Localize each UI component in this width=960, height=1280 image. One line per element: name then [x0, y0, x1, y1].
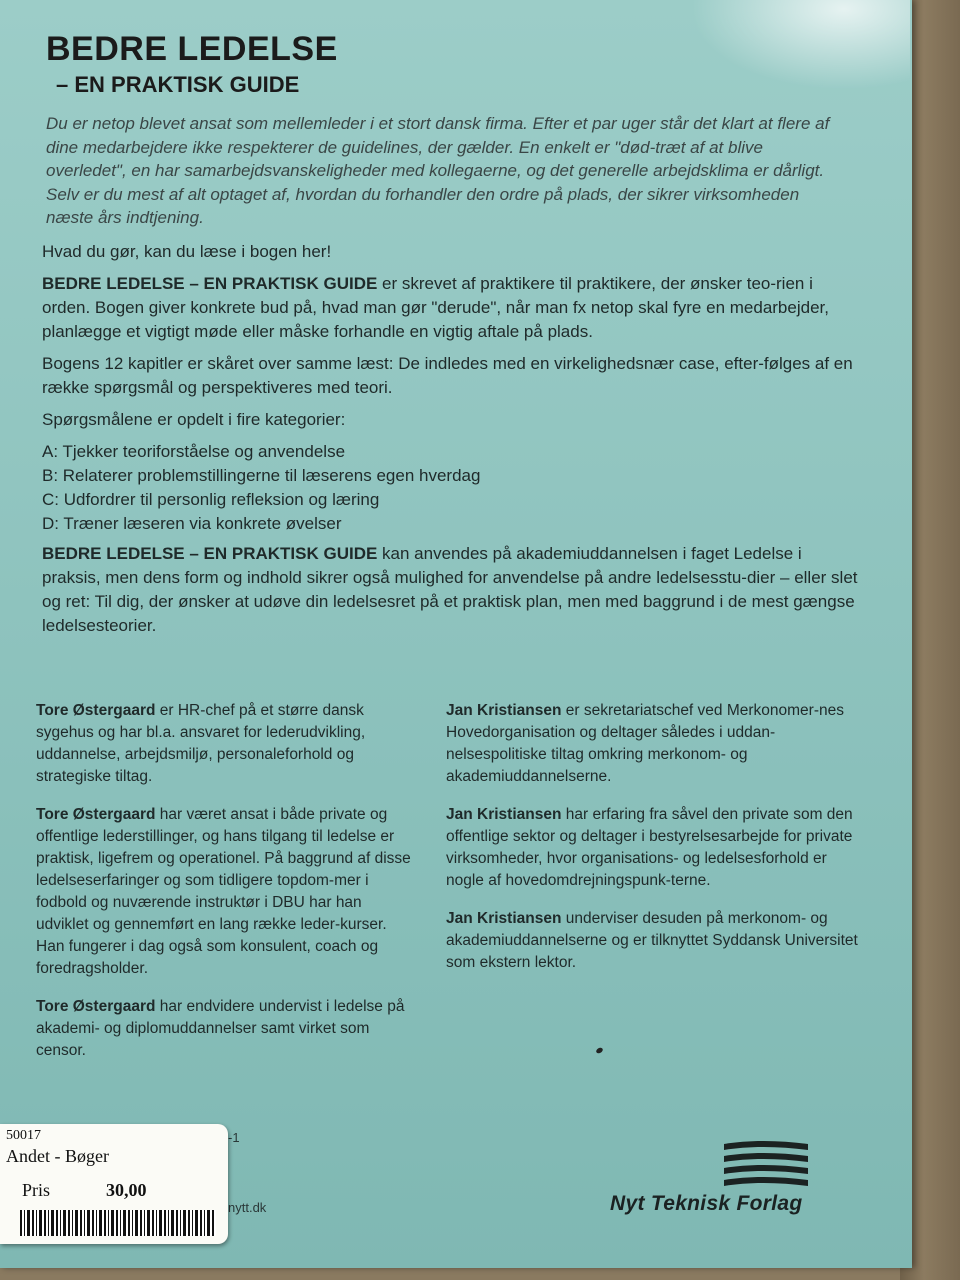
author-name: Tore Østergaard: [36, 998, 156, 1015]
bio-paragraph: [36, 804, 416, 980]
sticker-category: Andet - Bøger: [6, 1146, 109, 1166]
bio-paragraph: [446, 804, 866, 892]
publisher-name: Nyt Teknisk Forlag: [610, 1192, 803, 1215]
author-name: Jan Kristiansen: [446, 806, 562, 823]
description-paragraph-1: [42, 272, 862, 344]
barcode: [20, 1210, 216, 1236]
bio-text: har været ansat i både private og offentlige lederstillinger, og hans tilgang til ledelse er praktisk, ligefrem og operationel. På baggrund af disse ledelseserfaringer og som tidligere topdom-mer i fodbold og nuværende instruktør i DBU har han udviklet og gennemført en lang række leder-kurser. Han fungerer i dag også som konsulent, coach og foredragsholder.: [36, 806, 411, 977]
bio-paragraph: [446, 700, 866, 788]
book-title: BEDRE LEDELSE: [46, 30, 338, 68]
title-mention: BEDRE LEDELSE – EN PRAKTISK GUIDE: [42, 274, 378, 293]
hook-line: Hvad du gør, kan du læse i bogen her!: [42, 242, 332, 261]
camera-flash-glare: [690, 0, 910, 90]
categories-intro: Spørgsmålene er opdelt i fire kategorier:: [42, 410, 346, 429]
title-mention: BEDRE LEDELSE – EN PRAKTISK GUIDE: [42, 544, 378, 563]
intro-paragraph: Du er netop blevet ansat som mellemleder i et stort dansk firma. Efter et par uger står det klart at flere af dine medarbejdere ikke respekterer de guidelines, der gælder. En enkelt er "død-træt af at blive overledet", en har samarbejdsvanskeligheder med kollegaerne, og det generelle arbejdsklima er dårligt. Selv er du mest af alt optaget af, hvordan du forhandler den ordre på plads, der sikrer virksomheden næste års indtjening.: [46, 114, 830, 227]
bio-paragraph: [36, 700, 416, 788]
sticker-code: 50017: [6, 1128, 41, 1143]
paragraph-text: er skrevet af praktikere til praktikere, der ønsker teo-rien i orden. Bogen giver konkrete bud på, hvad man gør "derude", når man fx netop skal fyre en medarbejder, planlægge et vigtigt møde eller måske forhandle en vigtig aftale på plads.: [42, 274, 829, 341]
bio-text: har erfaring fra såvel den private som den offentlige sektor og deltager i bestyrelsesarbejde for private virksomheder, hvor organisations- og ledelsesforhold er nogle af hovedomdrejningspunk-terne.: [446, 806, 853, 889]
bio-text: har endvidere undervist i ledelse på akademi- og diplomuddannelser samt virket som censor.: [36, 998, 405, 1059]
publisher-logo-icon: [718, 1138, 814, 1190]
bio-text: er HR-chef på et større dansk sygehus og har bl.a. ansvaret for lederudvikling, uddannelse, arbejdsmiljø, personaleforhold og strategiske tiltag.: [36, 702, 366, 785]
author-name: Tore Østergaard: [36, 702, 156, 719]
bio-text: er sekretariatschef ved Merkonomer-nes Hovedorganisation og deltager således i uddan-nelsespolitiske tiltag omkring merkonom- og akademiuddannelserne.: [446, 702, 844, 785]
website-fragment: nytt.dk: [228, 1200, 267, 1215]
description-paragraph-4: [42, 542, 862, 638]
author-bio-tore: [36, 700, 416, 1078]
description-block: [42, 240, 862, 646]
description-paragraph-2: Bogens 12 kapitler er skåret over samme læst: De indledes med en virkelighedsnær case, efter-følges af en række spørgsmål og perspektiveres med teori.: [42, 354, 853, 397]
bio-paragraph: [36, 996, 416, 1062]
category-item: B: Relaterer problemstillingerne til læserens egen hverdag: [42, 466, 481, 485]
bio-paragraph: [446, 908, 866, 974]
book-subtitle: – EN PRAKTISK GUIDE: [56, 72, 300, 97]
isbn-fragment: -1: [228, 1130, 240, 1145]
author-bio-jan: [446, 700, 866, 990]
paragraph-text: kan anvendes på akademiuddannelsen i faget Ledelse i praksis, men dens form og indhold sikrer også mulighed for anvendelse på andre ledelsesstu-dier – eller slet og ret: Til dig, der ønsker at udøve din ledelsesret på et praktisk plan, men med baggrund i de mest gængse ledelsesteorier.: [42, 544, 858, 635]
author-name: Tore Østergaard: [36, 806, 156, 823]
price-value: 30,00: [106, 1180, 147, 1200]
category-item: A: Tjekker teoriforståelse og anvendelse: [42, 442, 346, 461]
price-label: Pris: [22, 1180, 51, 1200]
category-list: [42, 440, 862, 536]
bio-text: underviser desuden på merkonom- og akademiuddannelserne og er tilknyttet Syddansk Universitet som ekstern lektor.: [446, 910, 858, 971]
author-name: Jan Kristiansen: [446, 910, 562, 927]
author-name: Jan Kristiansen: [446, 702, 562, 719]
category-item: D: Træner læseren via konkrete øvelser: [42, 514, 342, 533]
price-sticker: [0, 1124, 228, 1244]
category-item: C: Udfordrer til personlig refleksion og læring: [42, 490, 380, 509]
dust-speck: [595, 1047, 604, 1055]
